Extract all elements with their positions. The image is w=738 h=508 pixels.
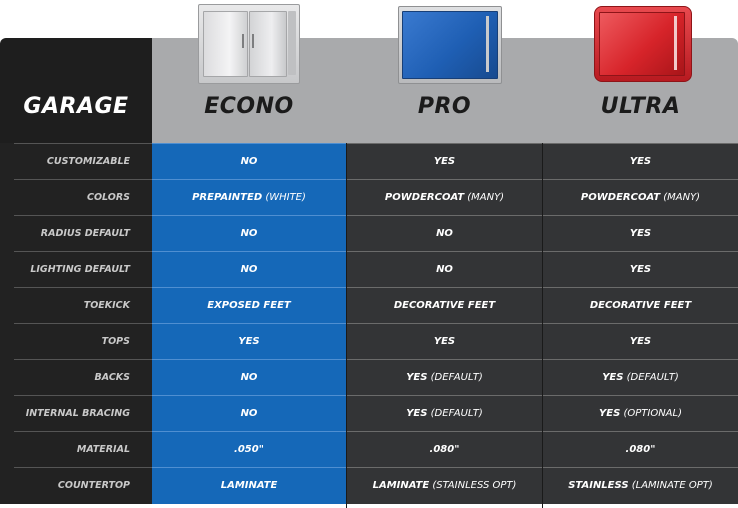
econo-cell [152, 432, 346, 468]
pro-cell [347, 324, 542, 360]
pro-note: (STAINLESS OPT) [429, 480, 517, 491]
column-divider [542, 143, 543, 508]
econo-cell [152, 216, 346, 252]
pro-value: YES [406, 372, 428, 383]
ultra-cabinet-image [594, 6, 692, 82]
table-row [0, 468, 738, 504]
pro-note: (DEFAULT) [427, 408, 483, 419]
pro-cell [347, 180, 542, 216]
ultra-value: POWDERCOAT [580, 192, 661, 203]
econo-cell [152, 252, 346, 288]
econo-cell [152, 468, 346, 504]
pro-cell [347, 432, 542, 468]
ultra-cell [543, 324, 738, 360]
pro-cell [347, 216, 542, 252]
row-label: TOPS [0, 324, 152, 360]
ultra-cell [543, 252, 738, 288]
ultra-note: (DEFAULT) [623, 372, 679, 383]
pro-value: YES [433, 156, 456, 167]
pro-cell [347, 468, 542, 504]
ultra-cell [543, 216, 738, 252]
econo-cabinet-image [198, 4, 300, 84]
pro-value: LAMINATE [372, 480, 430, 491]
econo-cell [152, 144, 346, 180]
econo-cell [152, 288, 346, 324]
table-row [0, 180, 738, 216]
ultra-note: (OPTIONAL) [620, 408, 682, 419]
ultra-cell [543, 180, 738, 216]
table-row [0, 324, 738, 360]
table-row [0, 288, 738, 324]
econo-value: NO [240, 156, 258, 167]
econo-value: YES [238, 336, 260, 347]
table-row [0, 144, 738, 180]
row-label: INTERNAL BRACING [0, 396, 152, 432]
ultra-value: YES [629, 156, 652, 167]
econo-value: LAMINATE [220, 480, 278, 491]
econo-note: (WHITE) [262, 192, 306, 203]
pro-value: .080" [429, 444, 460, 455]
ultra-cell [543, 468, 738, 504]
ultra-cell [543, 288, 738, 324]
econo-value: NO [240, 228, 258, 239]
ultra-value: YES [599, 408, 621, 419]
pro-note: (DEFAULT) [427, 372, 483, 383]
econo-cell [152, 360, 346, 396]
pro-note: (MANY) [464, 192, 505, 203]
econo-value: NO [240, 372, 258, 383]
pro-value: NO [436, 264, 453, 275]
table-row [0, 216, 738, 252]
econo-value: NO [240, 264, 258, 275]
table-row [0, 360, 738, 396]
pro-cell [347, 144, 542, 180]
header-garage-label: GARAGE [23, 94, 129, 119]
table-row [0, 432, 738, 468]
ultra-cell [543, 432, 738, 468]
ultra-note: (LAMINATE OPT) [628, 480, 713, 491]
pro-cell [347, 252, 542, 288]
econo-cell [152, 396, 346, 432]
row-label: CUSTOMIZABLE [0, 144, 152, 180]
pro-value: POWDERCOAT [384, 192, 465, 203]
econo-value: NO [240, 408, 258, 419]
ultra-value: STAINLESS [568, 480, 629, 491]
row-label: LIGHTING DEFAULT [0, 252, 152, 288]
row-label: COLORS [0, 180, 152, 216]
econo-value: PREPAINTED [192, 192, 263, 203]
pro-value: YES [433, 336, 456, 347]
ultra-note: (MANY) [660, 192, 701, 203]
table-row [0, 252, 738, 288]
table-row [0, 396, 738, 432]
header-pro: PRO [417, 94, 472, 119]
row-label: BACKS [0, 360, 152, 396]
ultra-value: YES [602, 372, 624, 383]
row-label: RADIUS DEFAULT [0, 216, 152, 252]
ultra-cell [543, 396, 738, 432]
pro-value: YES [406, 408, 428, 419]
pro-value: NO [436, 228, 453, 239]
ultra-value: YES [629, 264, 652, 275]
row-label: TOEKICK [0, 288, 152, 324]
row-label: COUNTERTOP [0, 468, 152, 504]
column-divider [346, 143, 347, 508]
header-ultra: ULTRA [600, 94, 681, 119]
econo-value: EXPOSED FEET [207, 300, 291, 311]
ultra-cell [543, 360, 738, 396]
ultra-value: YES [629, 228, 652, 239]
pro-cell [347, 288, 542, 324]
ultra-cell [543, 144, 738, 180]
pro-cabinet-image [398, 6, 502, 84]
pro-cell [347, 396, 542, 432]
header-econo: ECONO [204, 94, 294, 119]
econo-cell [152, 324, 346, 360]
econo-value: .050" [234, 444, 264, 455]
ultra-value: DECORATIVE FEET [589, 300, 692, 311]
ultra-value: .080" [625, 444, 656, 455]
row-label: MATERIAL [0, 432, 152, 468]
econo-cell [152, 180, 346, 216]
pro-cell [347, 360, 542, 396]
ultra-value: YES [629, 336, 652, 347]
pro-value: DECORATIVE FEET [393, 300, 496, 311]
